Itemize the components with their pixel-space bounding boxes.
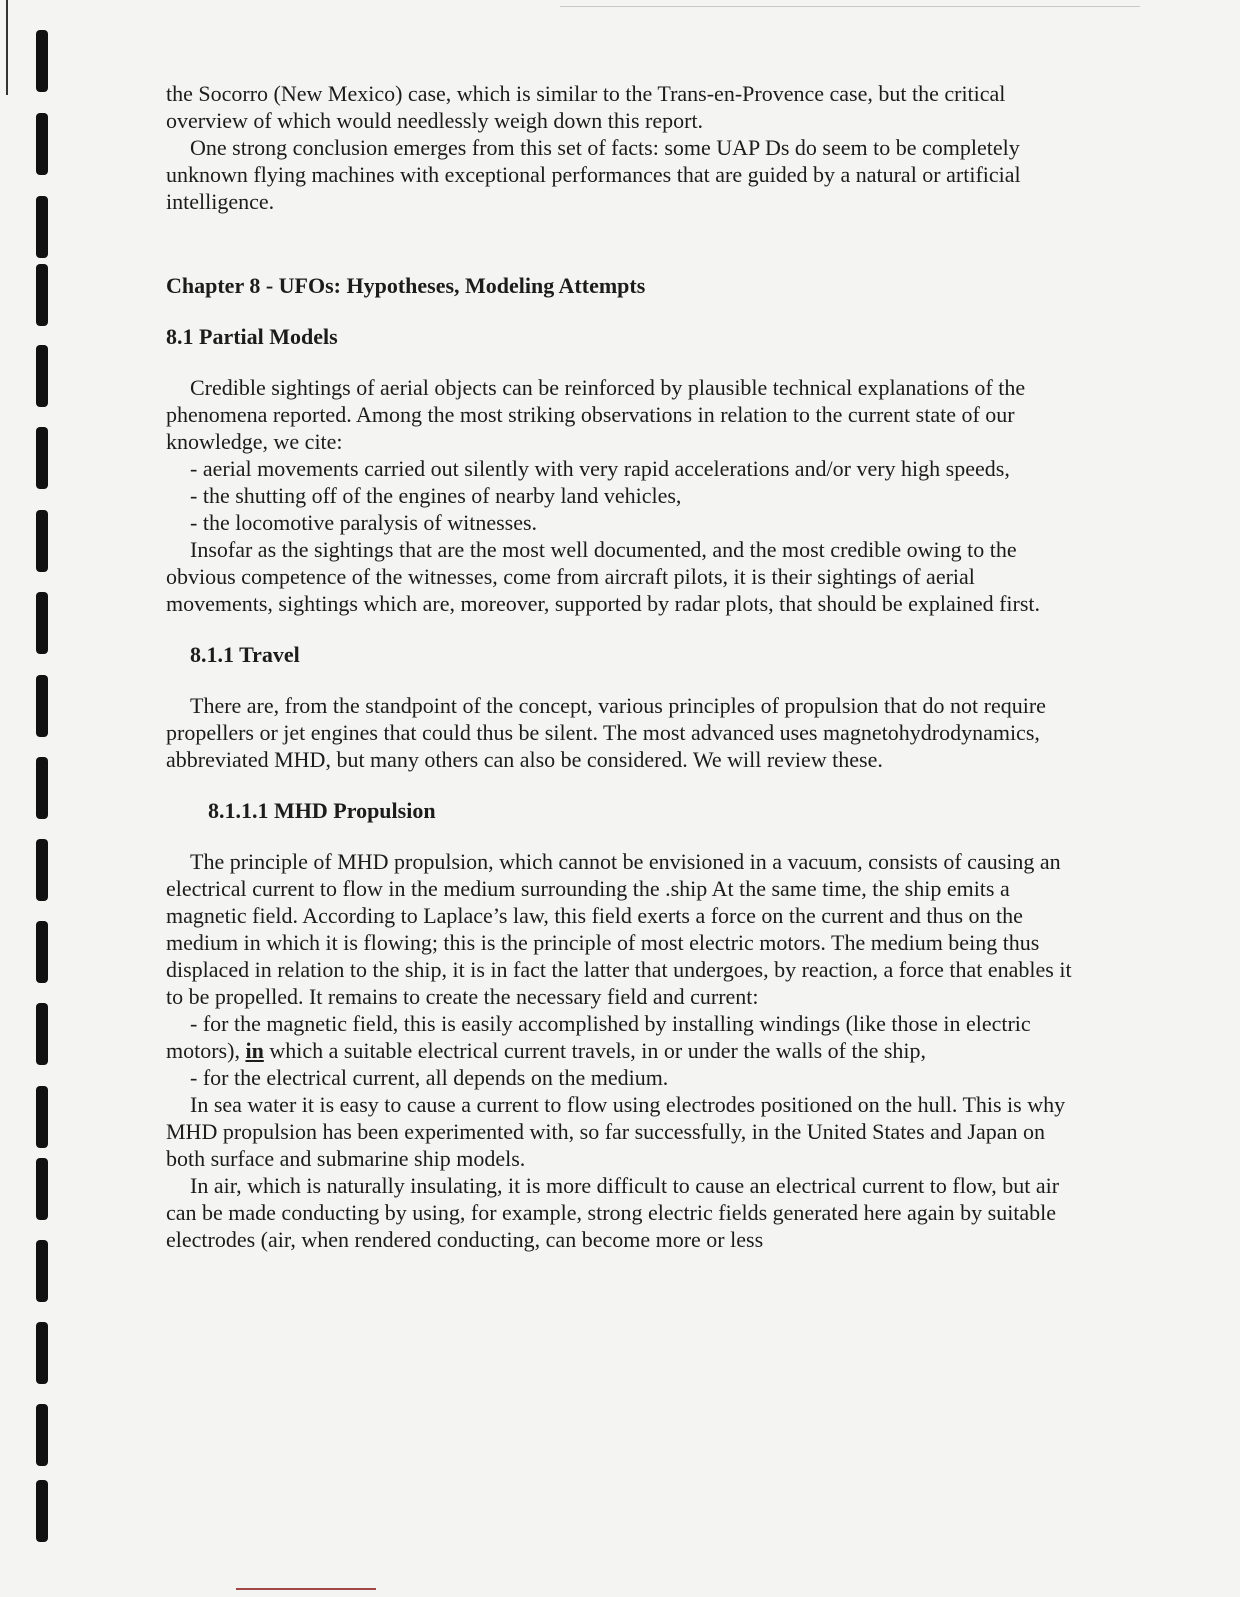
scan-bottom-rule [236, 1588, 376, 1590]
list-item-magnetic-field [166, 1010, 1076, 1064]
binding-hole-mark [36, 345, 48, 407]
travel-paragraph: There are, from the standpoint of the concept, various principles of propulsion that do not require propellers or jet engines that could thus be silent. The most advanced uses magnetohydrodynamics, abbreviated MHD, but many others can also be considered. We will review these. [166, 693, 1046, 772]
mhd-principle-paragraph: The principle of MHD propulsion, which cannot be envisioned in a vacuum, consists of causing an electrical current to flow in the medium surrounding the .ship At the same time, the ship emits a magnetic field. According to Laplace’s law, this field exerts a force on the current and thus on the medium in which it is flowing; this is the principle of most electric motors. The medium being thus displaced in relation to the ship, it is in fact the latter that undergoes, by reaction, a force that enables it to be propelled. It remains to create the necessary field and current: [166, 849, 1072, 1009]
binding-hole-mark [36, 1240, 48, 1302]
binding-hole-mark [36, 675, 48, 737]
list-item-electrical-current: - for the electrical current, all depends on the medium. [190, 1065, 669, 1090]
binding-hole-mark [36, 264, 48, 326]
binding-hole-mark [36, 1480, 48, 1542]
binding-hole-mark [36, 113, 48, 175]
scan-left-edge [6, 0, 8, 95]
section-heading-8-1: 8.1 Partial Models [166, 324, 338, 349]
document-page [166, 80, 1076, 1253]
binding-hole-mark [36, 921, 48, 983]
intro-paragraph-continued: the Socorro (New Mexico) case, which is similar to the Trans-en-Provence case, but the critical overview of which would needlessly weigh down this report. [166, 81, 1006, 133]
list-item-text: which a suitable electrical current travels, in or under the walls of the ship, [263, 1038, 927, 1063]
binding-hole-mark [36, 427, 48, 489]
list-item-text: - for the magnetic field, this is easily accomplished by installing windings (like those in electric motors), [166, 1011, 1031, 1063]
section-heading-8-1-1: 8.1.1 Travel [190, 642, 300, 667]
section-heading-8-1-1-1: 8.1.1.1 MHD Propulsion [208, 798, 436, 823]
binding-hole-mark [36, 1404, 48, 1466]
list-item: - the shutting off of the engines of nearby land vehicles, [190, 483, 682, 508]
binding-hole-mark [36, 839, 48, 901]
scan-top-rule [560, 6, 1140, 7]
sightings-paragraph: Insofar as the sightings that are the most well documented, and the most credible owing to the obvious competence of the witnesses, come from aircraft pilots, it is their sightings of aerial movements, sightings which are, moreover, supported by radar plots, that should be explained first. [166, 537, 1041, 616]
list-item: - aerial movements carried out silently with very rapid accelerations and/or very high speeds, [190, 456, 1010, 481]
binding-hole-mark [36, 1322, 48, 1384]
binding-hole-mark [36, 30, 48, 92]
binding-hole-mark [36, 1086, 48, 1148]
binding-hole-mark [36, 1003, 48, 1065]
binding-hole-mark [36, 592, 48, 654]
partial-models-paragraph: Credible sightings of aerial objects can be reinforced by plausible technical explanations of the phenomena reported. Among the most striking observations in relation to the current state of our knowledge, we cite: [166, 375, 1026, 454]
chapter-heading: Chapter 8 - UFOs: Hypotheses, Modeling Attempts [166, 273, 646, 298]
binding-hole-mark [36, 1158, 48, 1220]
intro-conclusion-paragraph: One strong conclusion emerges from this set of facts: some UAP Ds do seem to be completely unknown flying machines with exceptional performances that are guided by a natural or artificial intelligence. [166, 135, 1021, 214]
binding-hole-mark [36, 196, 48, 258]
underlined-word: in [245, 1038, 264, 1063]
sea-water-paragraph: In sea water it is easy to cause a current to flow using electrodes positioned on the hull. This is why MHD propulsion has been experimented with, so far successfully, in the United States and Japan on both surface and submarine ship models. [166, 1092, 1066, 1171]
binding-hole-mark [36, 510, 48, 572]
air-paragraph: In air, which is naturally insulating, it is more difficult to cause an electrical current to flow, but air can be made conducting by using, for example, strong electric fields generated here again by suitable electrodes (air, when rendered conducting, can become more or less [166, 1173, 1060, 1252]
binding-hole-mark [36, 757, 48, 819]
list-item: - the locomotive paralysis of witnesses. [190, 510, 538, 535]
